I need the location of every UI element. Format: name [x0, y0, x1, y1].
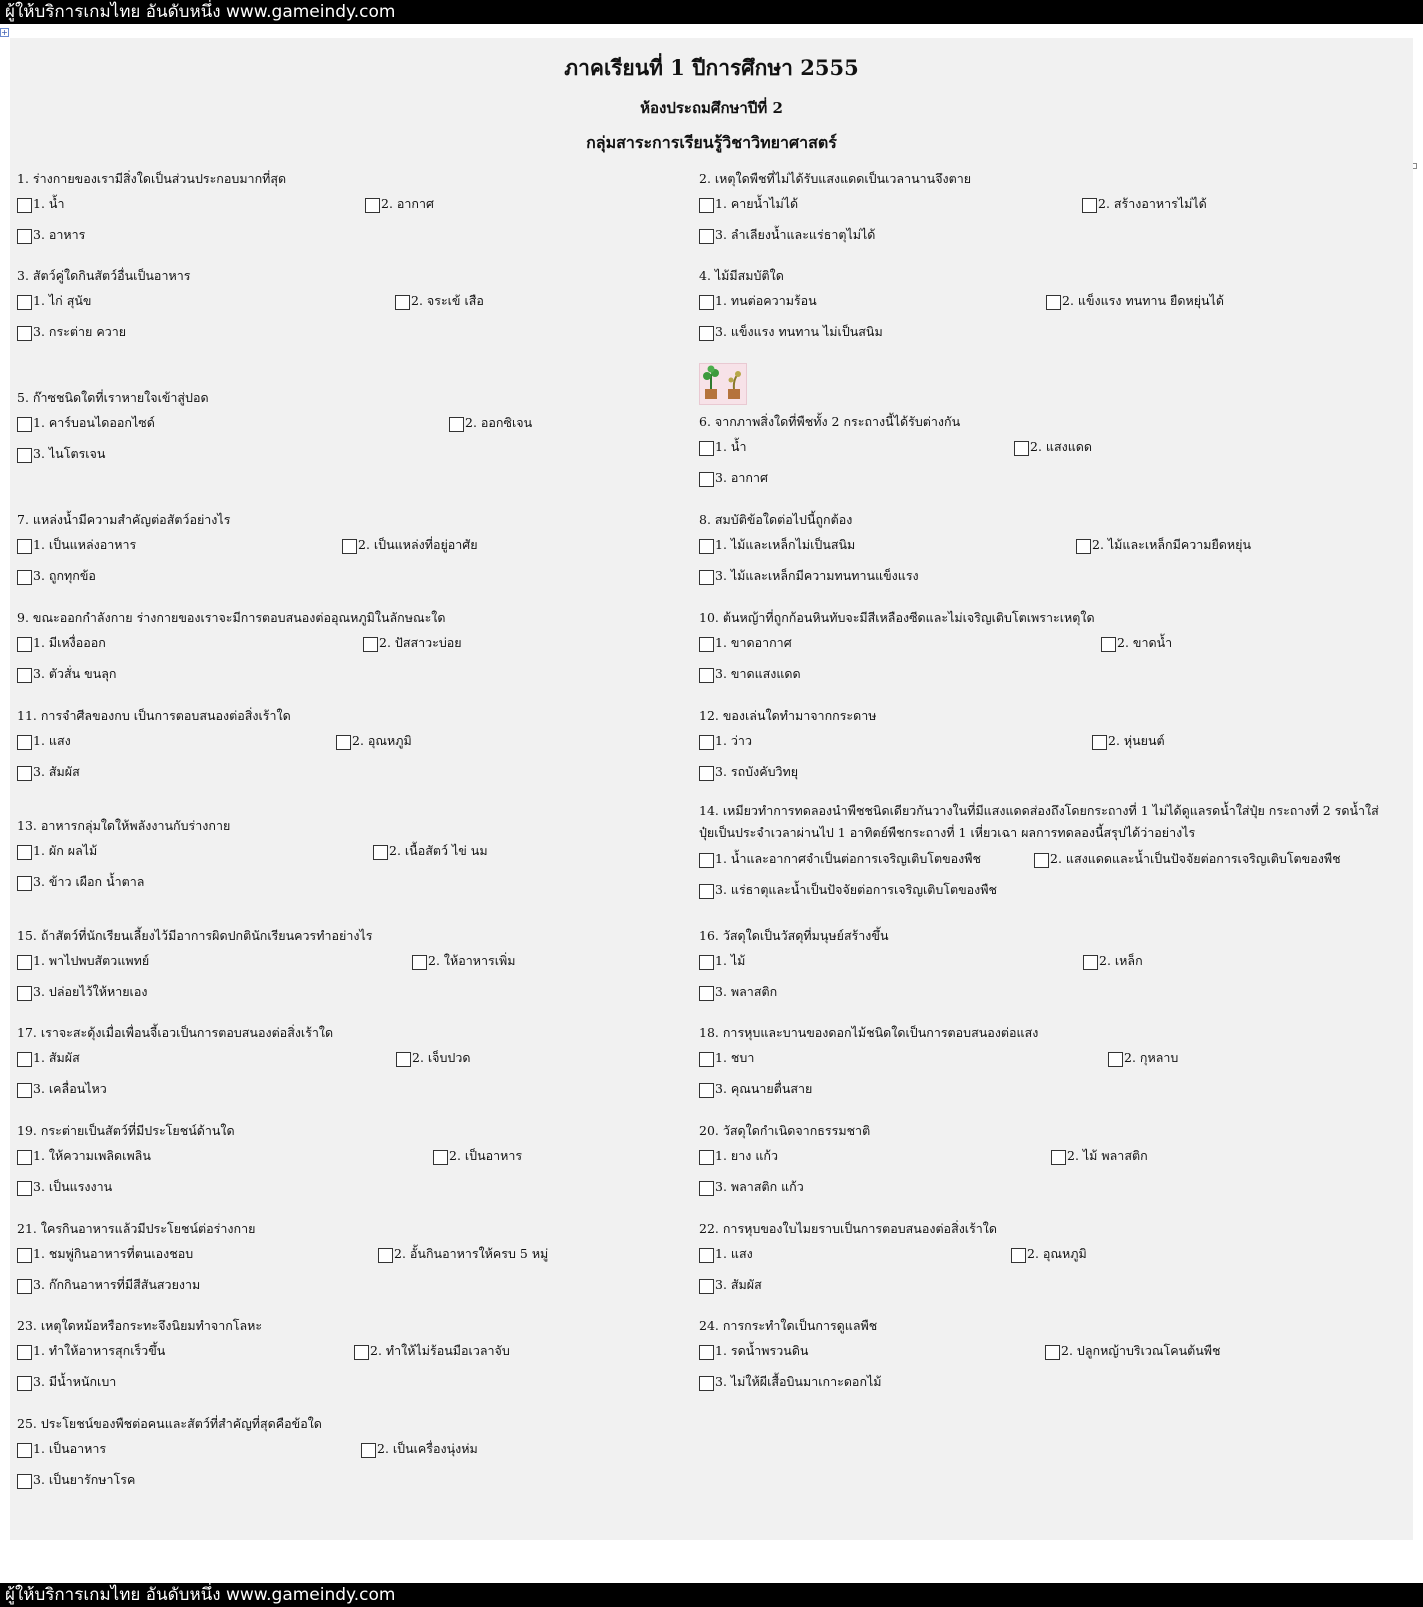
option-label: 3. ข้าว เผือก น้ำตาล [33, 874, 145, 889]
option-1[interactable] [17, 952, 149, 970]
option-checkbox[interactable] [361, 1443, 376, 1458]
option-1[interactable] [17, 1245, 193, 1263]
option-checkbox[interactable] [699, 853, 714, 868]
option-2[interactable] [336, 732, 412, 750]
option-1[interactable] [699, 195, 798, 213]
option-label: 1. ขาดอากาศ [715, 635, 792, 650]
question-7 [17, 512, 677, 600]
option-label: 2. สร้างอาหารไม่ได้ [1098, 196, 1207, 211]
question-stem: 2. เหตุใดพืชที่ไม่ได้รับแสงแดดเป็นเวลานานจึงตาย [699, 171, 972, 186]
option-3[interactable] [699, 881, 997, 899]
option-1[interactable] [17, 195, 64, 213]
option-label: 3. ไนโตรเจน [33, 446, 106, 461]
option-label: 2. แสงแดดและน้ำเป็นปัจจัยต่อการเจริญเติบโตของพืช [1050, 851, 1341, 866]
option-2[interactable] [1034, 850, 1341, 868]
option-1[interactable] [699, 1049, 754, 1067]
option-checkbox[interactable] [17, 876, 32, 891]
option-label: 1. แสง [33, 733, 71, 748]
option-checkbox[interactable] [1051, 1150, 1066, 1165]
option-label: 2. จระเข้ เสือ [411, 293, 484, 308]
option-checkbox[interactable] [699, 326, 714, 341]
exam-grade: ห้องประถมศึกษาปีที่ 2 [640, 99, 783, 117]
option-label: 1. ยาง แก้ว [715, 1148, 778, 1163]
option-label: 3. รถบังคับวิทยุ [715, 764, 799, 779]
option-label: 3. ปล่อยไว้ให้หายเอง [33, 984, 148, 999]
question-stem: 22. การหุบของใบไมยราบเป็นการตอบสนองต่อสิ่งเร้าใด [699, 1221, 998, 1236]
option-label: 3. ตัวสั่น ขนลุก [33, 666, 117, 681]
option-checkbox[interactable] [1014, 441, 1029, 456]
option-label: 3. พลาสติก แก้ว [715, 1179, 804, 1194]
option-checkbox[interactable] [1076, 539, 1091, 554]
question-stem: 1. ร่างกายของเรามีสิ่งใดเป็นส่วนประกอบมากที่สุด [17, 171, 287, 186]
option-3[interactable] [17, 665, 117, 683]
option-label: 1. ให้ความเพลิดเพลิน [33, 1148, 151, 1163]
option-label: 3. ไม่ให้ผีเสื้อบินมาเกาะดอกไม้ [715, 1374, 882, 1389]
option-3[interactable] [17, 1080, 107, 1098]
option-label: 2. อากาศ [381, 196, 434, 211]
option-checkbox[interactable] [1083, 955, 1098, 970]
option-1[interactable] [17, 842, 97, 860]
option-3[interactable] [699, 665, 801, 683]
option-label: 3. อากาศ [715, 470, 768, 485]
option-1[interactable] [699, 1342, 808, 1360]
option-checkbox[interactable] [17, 668, 32, 683]
option-checkbox[interactable] [699, 472, 714, 487]
question-stem: 19. กระต่ายเป็นสัตว์ที่มีประโยชน์ด้านใด [17, 1123, 235, 1138]
option-label: 1. ทนต่อความร้อน [715, 293, 817, 308]
question-stem: 11. การจำศีลของกบ เป็นการตอบสนองต่อสิ่งเร้าใด [17, 708, 291, 723]
option-checkbox[interactable] [17, 1474, 32, 1489]
option-checkbox[interactable] [699, 668, 714, 683]
option-label: 1. สัมผัส [33, 1050, 80, 1065]
option-checkbox[interactable] [17, 417, 32, 432]
option-3[interactable] [699, 763, 798, 781]
option-label: 1. คายน้ำไม่ได้ [715, 196, 799, 211]
question-stem: 5. ก๊าซชนิดใดที่เราหายใจเข้าสู่ปอด [17, 390, 209, 405]
option-checkbox[interactable] [17, 1248, 32, 1263]
question-stem: 15. ถ้าสัตว์ที่นักเรียนเลี้ยงไว้มีอาการผิดปกตินักเรียนควรทำอย่างไร [17, 928, 373, 943]
question-25 [17, 1416, 677, 1504]
option-checkbox[interactable] [699, 295, 714, 310]
question-2 [699, 171, 1359, 259]
option-3[interactable] [699, 1373, 882, 1391]
option-label: 1. ชบา [715, 1050, 755, 1065]
question-23 [17, 1318, 677, 1406]
option-checkbox[interactable] [699, 1150, 714, 1165]
option-2[interactable] [1051, 1147, 1148, 1165]
option-checkbox[interactable] [699, 1279, 714, 1294]
option-1[interactable] [699, 438, 746, 456]
option-2[interactable] [395, 292, 484, 310]
option-1[interactable] [17, 292, 91, 310]
option-2[interactable] [354, 1342, 510, 1360]
option-1[interactable] [17, 1440, 106, 1458]
option-label: 2. แสงแดด [1030, 439, 1092, 454]
option-2[interactable] [396, 1049, 471, 1067]
option-3[interactable] [17, 763, 80, 781]
option-label: 1. คาร์บอนไดออกไซด์ [33, 415, 155, 430]
option-3[interactable] [699, 983, 777, 1001]
table-move-handle-icon[interactable]: + [1, 28, 8, 37]
option-checkbox[interactable] [1101, 637, 1116, 652]
option-label: 2. อุณหภูมิ [1027, 1246, 1087, 1261]
option-label: 1. เป็นอาหาร [33, 1441, 107, 1456]
option-label: 3. พลาสติก [715, 984, 778, 999]
question-stem: 12. ของเล่นใดทำมาจากกระดาษ [699, 708, 877, 723]
option-3[interactable] [699, 567, 919, 585]
option-checkbox[interactable] [699, 570, 714, 585]
option-1[interactable] [17, 732, 71, 750]
option-label: 1. น้ำ [715, 439, 747, 454]
question-24 [699, 1318, 1359, 1406]
option-label: 2. ทำให้ไม่ร้อนมือเวลาจับ [370, 1343, 510, 1358]
option-checkbox[interactable] [699, 766, 714, 781]
option-label: 2. ไม้และเหล็กมีความยืดหยุ่น [1092, 537, 1252, 552]
option-label: 2. ปลูกหญ้าบริเวณโคนต้นพืช [1061, 1343, 1221, 1358]
question-11 [17, 708, 677, 796]
option-checkbox[interactable] [373, 845, 388, 860]
question-6 [699, 414, 1359, 502]
question-12 [699, 708, 1359, 796]
option-checkbox[interactable] [699, 735, 714, 750]
question-22 [699, 1221, 1359, 1309]
option-label: 1. น้ำและอากาศจำเป็นต่อการเจริญเติบโตของพืช [715, 851, 981, 866]
option-checkbox[interactable] [354, 1345, 369, 1360]
option-label: 2. อั้นกินอาหารให้ครบ 5 หมู่ [394, 1246, 549, 1261]
option-checkbox[interactable] [699, 229, 714, 244]
option-2[interactable] [412, 952, 516, 970]
option-3[interactable] [699, 1178, 804, 1196]
option-label: 3. สัมผัส [33, 764, 80, 779]
question-21 [17, 1221, 677, 1309]
option-checkbox[interactable] [365, 198, 380, 213]
exam-page [10, 38, 1413, 1540]
option-label: 1. ไม้และเหล็กไม่เป็นสนิม [715, 537, 856, 552]
option-checkbox[interactable] [699, 1083, 714, 1098]
option-3[interactable] [699, 323, 883, 341]
option-checkbox[interactable] [17, 229, 32, 244]
option-label: 1. แสง [715, 1246, 753, 1261]
option-label: 3. คุณนายตื่นสาย [715, 1081, 813, 1096]
option-2[interactable] [1045, 1342, 1221, 1360]
option-label: 3. ขาดแสงแดด [715, 666, 801, 681]
option-1[interactable] [699, 634, 792, 652]
option-label: 2. เป็นแหล่งที่อยู่อาศัย [358, 537, 478, 552]
option-1[interactable] [699, 1147, 778, 1165]
option-label: 1. มีเหงื่อออก [33, 635, 106, 650]
option-checkbox[interactable] [378, 1248, 393, 1263]
option-3[interactable] [17, 1471, 135, 1489]
option-label: 3. แร่ธาตุและน้ำเป็นปัจจัยต่อการเจริญเติบโตของพืช [715, 882, 998, 897]
option-2[interactable] [363, 634, 462, 652]
option-3[interactable] [17, 873, 144, 891]
bottom-banner: ผู้ให้บริการเกมไทย อันดับหนึ่ง www.gameindy.com [0, 1583, 1423, 1607]
option-checkbox[interactable] [17, 735, 32, 750]
option-checkbox[interactable] [17, 448, 32, 463]
question-stem: 10. ต้นหญ้าที่ถูกก้อนหินทับจะมีสีเหลืองซีดและไม่เจริญเติบโตเพราะเหตุใด [699, 610, 1095, 625]
option-checkbox[interactable] [395, 295, 410, 310]
question-stem: 18. การหุบและบานของดอกไม้ชนิดใดเป็นการตอบสนองต่อแสง [699, 1025, 1039, 1040]
option-label: 3. ไม้และเหล็กมีความทนทานแข็งแรง [715, 568, 919, 583]
question-stem: 20. วัสดุใดกำเนิดจากธรรมชาติ [699, 1123, 871, 1138]
question-8 [699, 512, 1359, 600]
option-checkbox[interactable] [17, 1443, 32, 1458]
question-1 [17, 171, 677, 259]
option-3[interactable] [699, 1080, 812, 1098]
question-stem: 21. ใครกินอาหารแล้วมีประโยชน์ต่อร่างกาย [17, 1221, 256, 1236]
option-3[interactable] [699, 226, 875, 244]
question-18 [699, 1025, 1359, 1113]
option-label: 2. เจ็บปวด [412, 1050, 471, 1065]
option-checkbox[interactable] [363, 637, 378, 652]
option-checkbox[interactable] [1034, 853, 1049, 868]
option-label: 3. เป็นยารักษาโรค [33, 1472, 136, 1487]
question-stem: 13. อาหารกลุ่มใดให้พลังงานกับร่างกาย [17, 818, 231, 833]
option-1[interactable] [699, 732, 752, 750]
question-stem: 23. เหตุใดหม้อหรือกระทะจึงนิยมทำจากโลหะ [17, 1318, 263, 1333]
option-1[interactable] [699, 952, 745, 970]
question-stem: 17. เราจะสะดุ้งเมื่อเพื่อนจี้เอวเป็นการตอบสนองต่อสิ่งเร้าใด [17, 1025, 334, 1040]
option-1[interactable] [17, 1147, 151, 1165]
option-checkbox[interactable] [1045, 1345, 1060, 1360]
option-3[interactable] [17, 1276, 200, 1294]
option-2[interactable] [1076, 536, 1251, 554]
option-checkbox[interactable] [699, 884, 714, 899]
option-checkbox[interactable] [17, 1181, 32, 1196]
question-10 [699, 610, 1359, 698]
option-checkbox[interactable] [17, 198, 32, 213]
question-16 [699, 928, 1359, 1016]
option-label: 2. อุณหภูมิ [352, 733, 412, 748]
option-checkbox[interactable] [699, 539, 714, 554]
option-2[interactable] [373, 842, 488, 860]
option-label: 1. ชมพู่กินอาหารที่ตนเองชอบ [33, 1246, 194, 1261]
question-stem: 16. วัสดุใดเป็นวัสดุที่มนุษย์สร้างขึ้น [699, 928, 889, 943]
option-checkbox[interactable] [699, 198, 714, 213]
option-checkbox[interactable] [17, 539, 32, 554]
option-3[interactable] [17, 1178, 112, 1196]
option-1[interactable] [699, 850, 981, 868]
option-checkbox[interactable] [699, 955, 714, 970]
option-label: 2. หุ่นยนต์ [1108, 733, 1165, 748]
option-checkbox[interactable] [449, 417, 464, 432]
option-2[interactable] [433, 1147, 522, 1165]
option-2[interactable] [1011, 1245, 1087, 1263]
question-4 [699, 268, 1359, 356]
option-checkbox[interactable] [17, 986, 32, 1001]
option-3[interactable] [17, 567, 96, 585]
option-label: 1. ไม้ [715, 953, 746, 968]
option-checkbox[interactable] [17, 637, 32, 652]
option-checkbox[interactable] [1011, 1248, 1026, 1263]
option-3[interactable] [699, 1276, 762, 1294]
option-label: 2. ไม้ พลาสติก [1067, 1148, 1148, 1163]
option-label: 3. อาหาร [33, 227, 86, 242]
option-checkbox[interactable] [17, 845, 32, 860]
option-label: 2. เหล็ก [1099, 953, 1143, 968]
option-label: 1. ว่าว [715, 733, 752, 748]
option-label: 1. น้ำ [33, 196, 65, 211]
exam-subject: กลุ่มสาระการเรียนรู้วิชาวิทยาศาสตร์ [586, 133, 837, 152]
option-3[interactable] [17, 445, 105, 463]
option-label: 2. ออกซิเจน [465, 415, 533, 430]
option-2[interactable] [365, 195, 434, 213]
option-2[interactable] [449, 414, 532, 432]
question-stem: 14. เหมียวทำการทดลองนำพืชชนิดเดียวกันวางในที่มีแสงแดดส่องถึงโดยกระถางที่ 1 ไม่ได้ดูแลรดน้ำใส่ปุ๋ย กระถางที่ 2 รดน้ำใส่ปุ๋ยเป็นประจำเวลาผ่านไป 1 อาทิตย์พืชกระถางที่ 1 เหี่ยวเฉา ผลการทดลองนี้สรุปได้ว่าอย่างไร [699, 803, 1379, 840]
option-checkbox[interactable] [17, 1052, 32, 1067]
option-2[interactable] [1046, 292, 1224, 310]
option-1[interactable] [17, 1049, 80, 1067]
option-checkbox[interactable] [17, 766, 32, 781]
question-stem: 25. ประโยชน์ของพืชต่อคนและสัตว์ที่สำคัญที่สุดคือข้อใด [17, 1416, 322, 1431]
option-1[interactable] [17, 1342, 165, 1360]
option-checkbox[interactable] [1046, 295, 1061, 310]
option-label: 3. ถูกทุกข้อ [33, 568, 96, 583]
option-checkbox[interactable] [699, 1376, 714, 1391]
option-checkbox[interactable] [699, 986, 714, 1001]
option-checkbox[interactable] [17, 570, 32, 585]
option-checkbox[interactable] [699, 1248, 714, 1263]
option-label: 3. แข็งแรง ทนทาน ไม่เป็นสนิม [715, 324, 883, 339]
option-checkbox[interactable] [17, 955, 32, 970]
option-label: 2. ให้อาหารเพิ่ม [428, 953, 516, 968]
option-2[interactable] [1108, 1049, 1178, 1067]
option-2[interactable] [1101, 634, 1172, 652]
option-label: 1. ทำให้อาหารสุกเร็วขึ้น [33, 1343, 166, 1358]
option-label: 3. มีน้ำหนักเบา [33, 1374, 117, 1389]
question-stem: 3. สัตว์คู่ใดกินสัตว์อื่นเป็นอาหาร [17, 268, 191, 283]
option-checkbox[interactable] [699, 637, 714, 652]
option-label: 3. เคลื่อนไหว [33, 1081, 107, 1096]
option-checkbox[interactable] [17, 326, 32, 341]
option-label: 1. พาไปพบสัตวแพทย์ [33, 953, 150, 968]
option-label: 2. ขาดน้ำ [1117, 635, 1173, 650]
option-3[interactable] [699, 469, 768, 487]
option-checkbox[interactable] [433, 1150, 448, 1165]
question-14 [699, 800, 1379, 914]
option-2[interactable] [1092, 732, 1165, 750]
question-9 [17, 610, 677, 698]
option-label: 1. รดน้ำพรวนดิน [715, 1343, 809, 1358]
option-3[interactable] [17, 983, 147, 1001]
option-checkbox[interactable] [699, 441, 714, 456]
question-stem: 6. จากภาพสิ่งใดที่พืชทั้ง 2 กระถางนี้ได้รับต่างกัน [699, 414, 961, 429]
option-checkbox[interactable] [336, 735, 351, 750]
option-checkbox[interactable] [412, 955, 427, 970]
question-17 [17, 1025, 677, 1113]
option-1[interactable] [17, 634, 106, 652]
option-2[interactable] [378, 1245, 548, 1263]
option-checkbox[interactable] [342, 539, 357, 554]
option-2[interactable] [1083, 952, 1143, 970]
question-19 [17, 1123, 677, 1211]
question-13 [17, 818, 677, 906]
question-stem: 8. สมบัติข้อใดต่อไปนี้ถูกต้อง [699, 512, 853, 527]
option-checkbox[interactable] [699, 1052, 714, 1067]
option-label: 2. กุหลาบ [1124, 1050, 1179, 1065]
option-checkbox[interactable] [17, 1345, 32, 1360]
question-20 [699, 1123, 1359, 1211]
top-banner: ผู้ให้บริการเกมไทย อันดับหนึ่ง www.gameindy.com [0, 0, 1423, 24]
option-1[interactable] [17, 414, 155, 432]
option-checkbox[interactable] [1082, 198, 1097, 213]
option-label: 2. แข็งแรง ทนทาน ยืดหยุ่นได้ [1062, 293, 1224, 308]
option-2[interactable] [1014, 438, 1092, 456]
question-3 [17, 268, 677, 356]
option-label: 3. ก๊กกินอาหารที่มีสีสันสวยงาม [33, 1277, 201, 1292]
option-checkbox[interactable] [17, 1083, 32, 1098]
option-label: 3. เป็นแรงงาน [33, 1179, 113, 1194]
question-5 [17, 390, 677, 478]
option-label: 2. เนื้อสัตว์ ไข่ นม [389, 843, 488, 858]
option-checkbox[interactable] [17, 1150, 32, 1165]
option-label: 3. สัมผัส [715, 1277, 762, 1292]
question-stem: 7. แหล่งน้ำมีความสำคัญต่อสัตว์อย่างไร [17, 512, 231, 527]
option-label: 1. ผัก ผลไม้ [33, 843, 98, 858]
question-stem: 4. ไม้มีสมบัติใด [699, 268, 784, 283]
option-checkbox[interactable] [1108, 1052, 1123, 1067]
option-2[interactable] [342, 536, 478, 554]
option-label: 2. ปัสสาวะบ่อย [379, 635, 462, 650]
plant-pots-image [699, 363, 747, 405]
option-label: 1. ไก่ สุนัข [33, 293, 92, 308]
option-label: 3. กระต่าย ควาย [33, 324, 127, 339]
question-15 [17, 928, 677, 1016]
option-1[interactable] [17, 536, 136, 554]
option-3[interactable] [17, 1373, 116, 1391]
option-checkbox[interactable] [396, 1052, 411, 1067]
option-checkbox[interactable] [17, 295, 32, 310]
option-label: 2. เป็นอาหาร [449, 1148, 523, 1163]
exam-title: ภาคเรียนที่ 1 ปีการศึกษา 2555 [564, 55, 859, 80]
option-checkbox[interactable] [17, 1279, 32, 1294]
question-stem: 9. ขณะออกกำลังกาย ร่างกายของเราจะมีการตอบสนองต่ออุณหภูมิในลักษณะใด [17, 610, 446, 625]
option-2[interactable] [361, 1440, 478, 1458]
option-1[interactable] [699, 536, 855, 554]
option-checkbox[interactable] [699, 1345, 714, 1360]
option-checkbox[interactable] [699, 1181, 714, 1196]
option-label: 2. เป็นเครื่องนุ่งห่ม [377, 1441, 478, 1456]
option-3[interactable] [17, 323, 126, 341]
option-1[interactable] [699, 292, 817, 310]
option-1[interactable] [699, 1245, 753, 1263]
question-stem: 24. การกระทำใดเป็นการดูแลพืช [699, 1318, 878, 1333]
option-checkbox[interactable] [1092, 735, 1107, 750]
option-label: 3. ลำเลียงน้ำและแร่ธาตุไม่ได้ [715, 227, 876, 242]
option-3[interactable] [17, 226, 85, 244]
option-2[interactable] [1082, 195, 1207, 213]
option-checkbox[interactable] [17, 1376, 32, 1391]
option-label: 1. เป็นแหล่งอาหาร [33, 537, 137, 552]
